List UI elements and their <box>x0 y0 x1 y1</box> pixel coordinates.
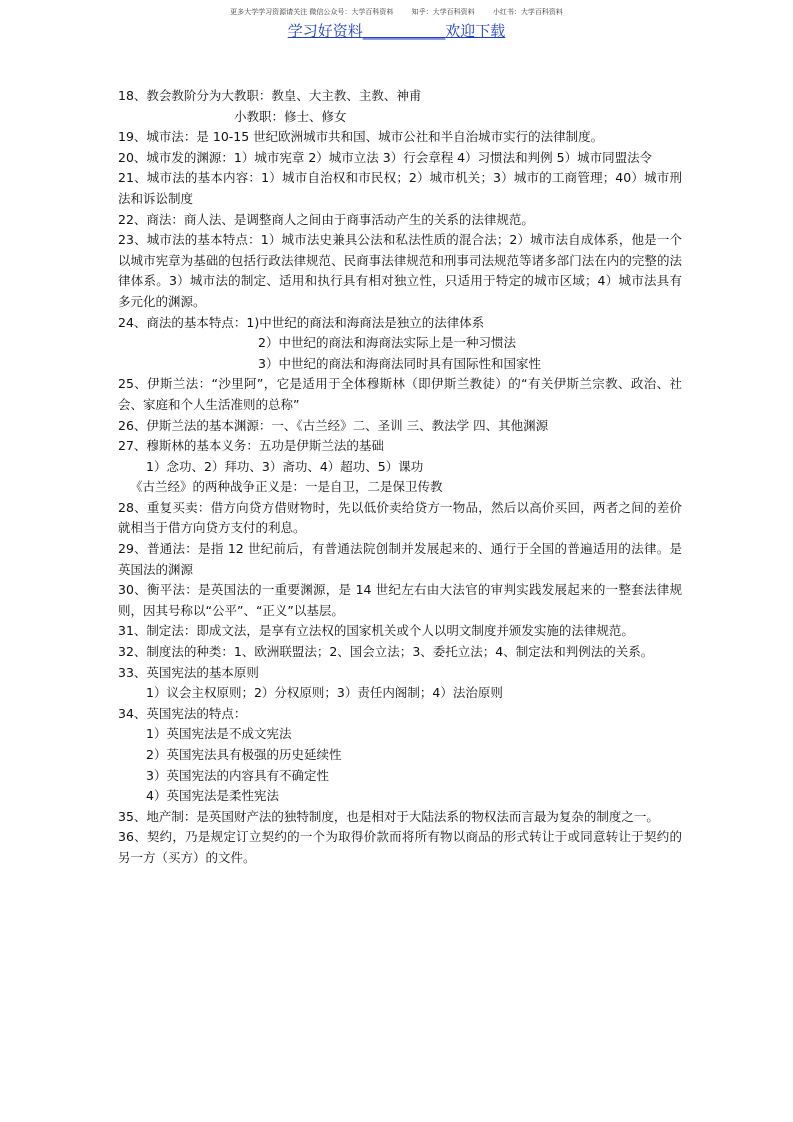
line-26: 26、伊斯兰法的基本渊源：一、《古兰经》二、圣训 三、教法学 四、其他渊源 <box>118 417 549 433</box>
line-34c: 3）英国宪法的内容具有不确定性 <box>146 767 329 783</box>
line-21: 21、城市法的基本内容：1）城市自治权和市民权；2）城市机关；3）城市的工商管理；40）城市刑法和诉讼制度 <box>118 170 682 206</box>
line-23: 23、城市法的基本特点：1）城市法史兼具公法和私法性质的混合法；2）城市法自成体系，他是一个以城市宪章为基础的包括行政法律规范、民商事法律规范和刑事司法规范等诸多部门法在内的完整的法律体系。3）城市法的制定、适用和执行具有相对独立性，只适用于特定的城市区域；4）城市法具有多元化的渊源。 <box>118 232 682 309</box>
page-header <box>0 20 793 41</box>
line-28: 28、重复买卖：借方向贷方借财物时，先以低价卖给贷方一物品，然后以高价买回，两者之间的差价就相当于借方向贷方支付的利息。 <box>118 499 682 536</box>
line-34d: 4）英国宪法是柔性宪法 <box>146 788 279 804</box>
document-body <box>118 86 682 869</box>
line-33b: 1）议会主权原则；2）分权原则；3）责任内阁制；4）法治原则 <box>146 685 503 701</box>
banner-xiaohongshu-text: 小红书：大学百科资料 <box>492 8 563 16</box>
line-18: 18、教会教阶分为大教职：教皇、大主教、主教、神甫 <box>118 88 422 103</box>
line-25: 25、伊斯兰法：“沙里阿”，它是适用于全体穆斯林（即伊斯兰教徒）的“有关伊斯兰宗教、政治、社会、家庭和个人生活准则的总称” <box>118 376 682 412</box>
line-34b: 2）英国宪法具有极强的历史延续性 <box>146 747 342 762</box>
banner-zhihu-text: 知乎：大学百科资料 <box>411 8 475 16</box>
line-34: 34、英国宪法的特点： <box>118 705 247 721</box>
line-33: 33、英国宪法的基本原则 <box>118 664 259 680</box>
line-36: 36、契约，乃是规定订立契约的一个为取得价款而将所有物以商品的形式转让于或同意转让于契约的另一方（买方）的文件。 <box>118 829 682 865</box>
top-banner <box>0 7 793 17</box>
line-35: 35、地产制：是英国财产法的独特制度，也是相对于大陆法系的物权法而言最为复杂的制度之一。 <box>118 808 659 824</box>
header-fill-line: ___________ <box>362 22 446 40</box>
line-29: 29、普通法：是指 12 世纪前后，有普通法院创制并发展起来的、通行于全国的普遍适用的法律。是英国法的渊源 <box>118 541 682 577</box>
line-30: 30、衡平法：是英国法的一重要渊源，是 14 世纪左右由大法官的审判实践发展起来的一整套法律规则，因其号称以“公平”、“正义”以基层。 <box>118 582 682 618</box>
line-20: 20、城市发的渊源：1）城市宪章 2）城市立法 3）行会章程 4）习惯法和判例 5）城市同盟法令 <box>118 149 653 165</box>
line-18b: 小教职：修士、修女 <box>234 108 347 124</box>
line-24c: 3）中世纪的商法和海商法同时具有国际性和国家性 <box>258 355 541 371</box>
line-22: 22、商法：商人法、是调整商人之间由于商事活动产生的关系的法律规范。 <box>118 211 534 227</box>
line-31: 31、制定法：即成文法，是享有立法权的国家机关或个人以明文制度并颁发实施的法律规范。 <box>118 623 634 639</box>
header-left-text: 学习好资料 <box>287 22 363 40</box>
line-27: 27、穆斯林的基本义务：五功是伊斯兰法的基础 <box>118 438 384 454</box>
line-34a: 1）英国宪法是不成文宪法 <box>146 726 292 742</box>
line-32: 32、制度法的种类：1、欧洲联盟法；2、国会立法；3、委托立法；4、制定法和判例法的关系。 <box>118 644 654 660</box>
line-24b: 2）中世纪的商法和海商法实际上是一种习惯法 <box>258 335 516 351</box>
line-19: 19、城市法：是 10-15 世纪欧洲城市共和国、城市公社和半自治城市实行的法律制度。 <box>118 129 604 145</box>
banner-wechat-text: 更多大学学习资源请关注 微信公众号：大学百科资料 <box>230 8 394 16</box>
line-24: 24、商法的基本特点：1)中世纪的商法和海商法是独立的法律体系 <box>118 314 485 330</box>
line-27b: 1）念功、2）拜功、3）斋功、4）超功、5）课功 <box>146 458 424 474</box>
line-27c: 《古兰经》的两种战争正义是：一是自卫，二是保卫传教 <box>130 479 443 495</box>
header-right-text: 欢迎下载 <box>445 22 506 40</box>
